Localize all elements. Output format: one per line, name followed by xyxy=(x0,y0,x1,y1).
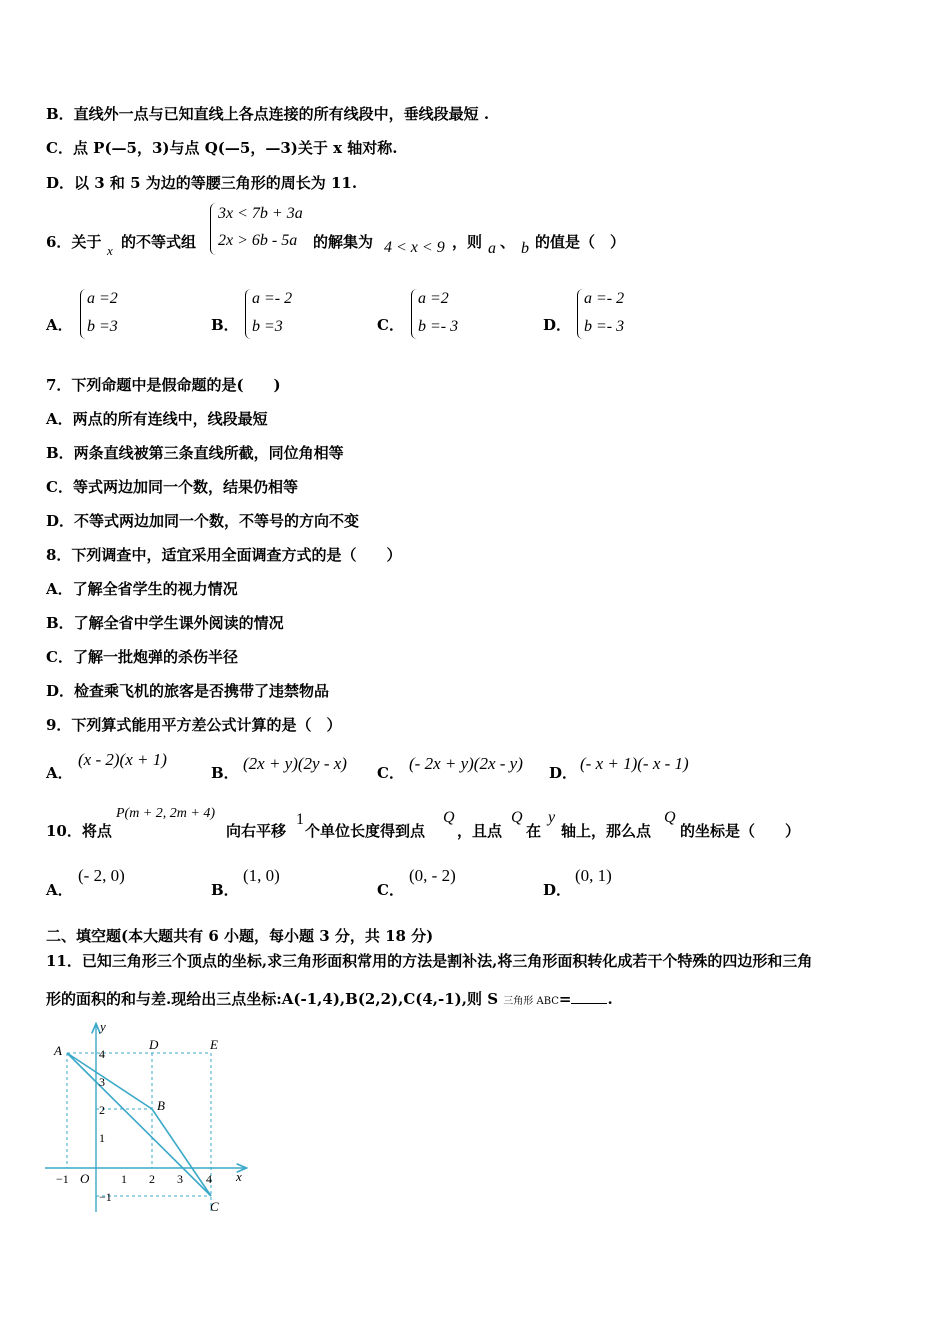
q9-opt-b-expr: (2x + y)(2y - x) xyxy=(243,754,347,773)
x-tick-1: 1 xyxy=(121,1172,127,1186)
point-b-label: B xyxy=(157,1098,165,1113)
q10-mid5: 轴上，那么点 xyxy=(561,822,652,840)
coordinate-graph xyxy=(40,1015,260,1220)
y-tick-4: 4 xyxy=(99,1047,105,1061)
q6-var-b: b xyxy=(521,240,529,257)
y-axis-label: y xyxy=(100,1019,106,1034)
q11-subscript: 三角形 ABC xyxy=(503,996,559,1007)
q7-option-d: D．不等式两边加同一个数，不等号的方向不变 xyxy=(46,512,360,530)
q8-option-b: B．了解全省中学生课外阅读的情况 xyxy=(46,614,284,632)
q9-opt-c-expr: (- 2x + y)(2x - y) xyxy=(409,754,523,773)
q11-line2-end: . xyxy=(607,990,613,1008)
q10-q2: Q xyxy=(511,809,523,826)
q9-opt-b-label: B． xyxy=(211,764,239,782)
q6-mid3: ，则 xyxy=(452,233,483,251)
q11-line1: 11．已知三角形三个顶点的坐标,求三角形面积常用的方法是割补法,将三角形面积转化成若干个特殊的四边形和三角 xyxy=(46,952,813,970)
q6-var-x: x xyxy=(107,243,113,258)
x-tick-4: 4 xyxy=(206,1172,212,1186)
point-d-label: D xyxy=(149,1037,159,1052)
q10-mid2: 个单位长度得到点 xyxy=(305,822,426,840)
q6-ineq2: 2x > 6b - 5a xyxy=(218,232,298,249)
q7-option-c: C．等式两边加同一个数，结果仍相等 xyxy=(46,478,298,496)
section-2-title: 二、填空题(本大题共有 6 小题，每小题 3 分，共 18 分) xyxy=(46,927,434,945)
origin-label: O xyxy=(80,1171,90,1186)
q6-opt-d-l1: a =- 2 xyxy=(584,290,625,307)
q6-opt-d-brace xyxy=(577,289,583,339)
q6-opt-d-l2: b =- 3 xyxy=(584,318,625,335)
q6-opt-a-brace xyxy=(80,289,86,339)
q10-y: y xyxy=(548,809,556,826)
q6-opt-a-l2: b =3 xyxy=(87,318,118,335)
q6-opt-c-brace xyxy=(411,289,417,339)
q10-opt-b-label: B． xyxy=(211,881,239,899)
point-e-label: E xyxy=(210,1037,218,1052)
q6-opt-d-label: D． xyxy=(543,316,572,334)
q10-opt-c-expr: (0, - 2) xyxy=(409,866,456,885)
q6-ineq1: 3x < 7b + 3a xyxy=(218,205,303,222)
q10-opt-a-expr: (- 2, 0) xyxy=(78,866,125,885)
q10-q3: Q xyxy=(664,809,676,826)
q6-opt-a-l1: a =2 xyxy=(87,290,118,307)
q6-prefix: 6．关于 xyxy=(46,233,102,251)
point-c-label: C xyxy=(210,1199,219,1214)
q10-mid3: ，且点 xyxy=(457,822,503,840)
y-tick-minus1: −1 xyxy=(99,1190,112,1204)
q8-option-c: C．了解一批炮弹的杀伤半径 xyxy=(46,648,238,666)
q6-sep: 、 xyxy=(500,233,516,251)
q6-opt-c-l2: b =- 3 xyxy=(418,318,459,335)
q6-suffix: 的值是（ ） xyxy=(535,233,626,251)
q9-opt-d-label: D． xyxy=(549,764,578,782)
q10-opt-a-label: A． xyxy=(46,881,73,899)
y-tick-2: 2 xyxy=(99,1103,105,1117)
q9-opt-a-expr: (x - 2)(x + 1) xyxy=(78,750,167,769)
q9-opt-d-expr: (- x + 1)(- x - 1) xyxy=(580,754,689,773)
q10-num: 1 xyxy=(296,811,304,828)
q10-suffix: 的坐标是（ ） xyxy=(680,822,801,840)
q10-opt-d-expr: (0, 1) xyxy=(575,866,612,885)
q10-mid4: 在 xyxy=(526,822,542,840)
q10-prefix: 10．将点 xyxy=(46,822,112,840)
y-tick-1: 1 xyxy=(99,1131,105,1145)
q6-opt-b-l2: b =3 xyxy=(252,318,283,335)
q6-var-a: a xyxy=(488,240,496,257)
q10-mid1: 向右平移 xyxy=(226,822,287,840)
q7-stem: 7．下列命题中是假命题的是( ) xyxy=(46,376,281,394)
q6-opt-b-l1: a =- 2 xyxy=(252,290,293,307)
x-axis-label: x xyxy=(236,1169,242,1184)
q10-opt-b-expr: (1, 0) xyxy=(243,866,280,885)
q6-solution: 4 < x < 9 xyxy=(384,239,445,256)
q11-line2 xyxy=(46,988,613,1009)
x-tick-2: 2 xyxy=(149,1172,155,1186)
point-a-label: A xyxy=(54,1043,62,1058)
q8-stem: 8．下列调查中，适宜采用全面调查方式的是（ ） xyxy=(46,546,402,564)
x-tick-minus1: −1 xyxy=(56,1172,69,1186)
q10-point: P(m + 2, 2m + 4) xyxy=(116,806,215,821)
q5-option-b: B．直线外一点与已知直线上各点连接的所有线段中，垂线段最短 . xyxy=(46,105,490,123)
q6-opt-b-label: B． xyxy=(211,316,239,334)
q6-opt-a-label: A． xyxy=(46,316,73,334)
q9-opt-a-label: A． xyxy=(46,764,73,782)
q9-opt-c-label: C． xyxy=(377,764,404,782)
q6-mid1: 的不等式组 xyxy=(121,233,197,251)
q10-opt-c-label: C． xyxy=(377,881,404,899)
y-tick-3: 3 xyxy=(99,1075,105,1089)
q6-opt-b-brace xyxy=(245,289,251,339)
q7-option-a: A．两点的所有连线中，线段最短 xyxy=(46,410,268,428)
q6-opt-c-l1: a =2 xyxy=(418,290,449,307)
q5-option-d: D．以 3 和 5 为边的等腰三角形的周长为 11. xyxy=(46,174,358,192)
q7-option-b: B．两条直线被第三条直线所截，同位角相等 xyxy=(46,444,344,462)
x-tick-3: 3 xyxy=(177,1172,183,1186)
q6-opt-c-label: C． xyxy=(377,316,404,334)
q8-option-a: A．了解全省学生的视力情况 xyxy=(46,580,238,598)
q11-line2-post: = xyxy=(558,990,572,1008)
q6-system-brace xyxy=(210,203,217,255)
q11-line2-pre: 形的面积的和与差.现给出三点坐标:A(-1,4),B(2,2),C(4,-1),则 S xyxy=(46,990,499,1008)
q10-q1: Q xyxy=(443,809,455,826)
q5-option-c: C．点 P(—5，3)与点 Q(—5，—3)关于 x 轴对称. xyxy=(46,139,398,157)
q6-mid2: 的解集为 xyxy=(313,233,374,251)
q8-option-d: D．检查乘飞机的旅客是否携带了违禁物品 xyxy=(46,682,330,700)
answer-blank xyxy=(571,991,607,1004)
segment-ab xyxy=(67,1053,152,1109)
q10-opt-d-label: D． xyxy=(543,881,572,899)
q9-stem: 9．下列算式能用平方差公式计算的是（ ） xyxy=(46,716,342,734)
